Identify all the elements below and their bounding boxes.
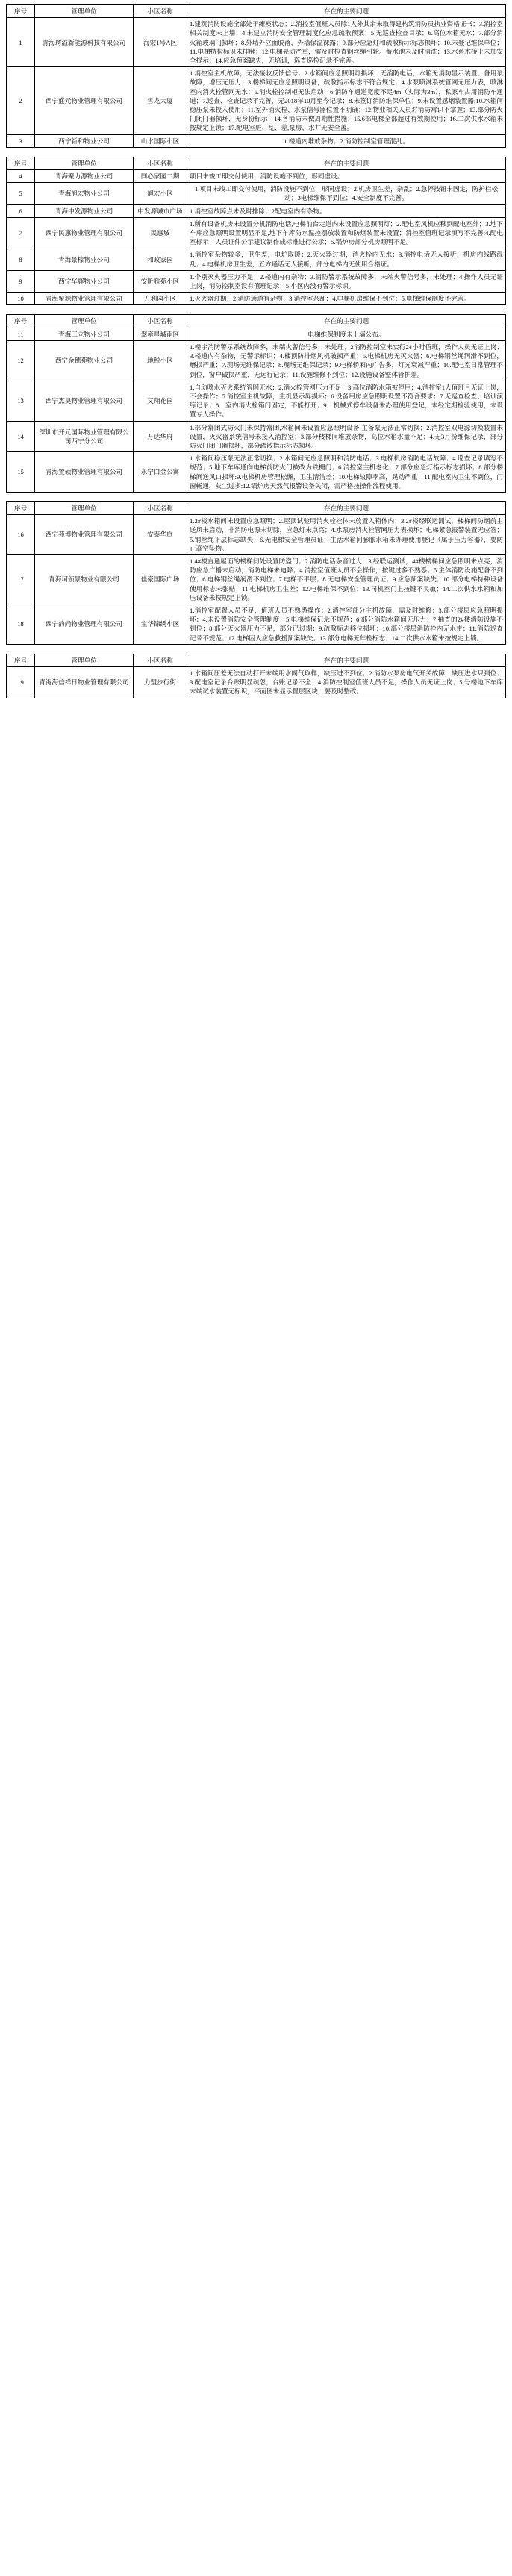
table-row	[7, 515, 506, 555]
row-main-issues: 1.灭火器过期；2.消防通道有杂物；3.消控室杂乱；4.电梯机房维保不到位；5.电梯维保制度不完善。	[187, 293, 506, 305]
row-community-name: 翠雍星城南区	[134, 328, 187, 340]
row-management-unit: 青海聚力源物业公司	[35, 170, 134, 183]
row-main-issues: 1.部分常闭式防火门未保持常闭,水箱间未设置应急照明设备,主备泵无法正常切换；2.消控室双电源切换装置未设置，灭火器系统信号未接入消控室；3.部分楼梯间堆放杂物，高位水箱水量不足；4.无3月份维保记录，部分防火门闭门器损坏，部分疏散指示标志损坏。	[187, 421, 506, 452]
table-row	[7, 328, 506, 340]
row-management-unit: 西宁华辉物业公司	[35, 270, 134, 292]
row-community-name: 地税小区	[134, 340, 187, 381]
row-sequence-number: 11	[7, 328, 35, 340]
row-main-issues: 1.水箱间稳压泵无法正常切换；2.水箱间无应急照明和消防电话；3.电梯机房消防电话故障；4.巡查记录填写不规范；5.地下车库通向电梯前防火门被改为铁栅门；6.消控室主机老化；7.部分应急灯指示标志损坏；8.部分楼梯间送风口损坏:9.电梯机房管理松懈，卫生清洁差；10.电梯故障率高，晃动严重；11.配电室内卫生不到位，门窗畅通，灰尘过多:12.锅炉房天然气报警设备关闭，需严格按操作流程使用。	[187, 452, 506, 493]
row-main-issues: 1.消控室故障点未及时排除；2配电室内有杂物。	[187, 204, 506, 217]
issue-table	[6, 4, 506, 148]
table-row	[7, 18, 506, 67]
row-sequence-number: 6	[7, 204, 35, 217]
row-community-name: 安昕雅苑小区	[134, 270, 187, 292]
row-main-issues: 1.4#楼直通屋面的楼梯间处设置防盗门；2.消防电话杂音过大；3.经联运测试，4#楼楼梯间应急照明未点亮，消防应急广播未启动，消防电梯未迫降；4.消控室值班人员不会操作，按键过多不熟悉；5.主体消防设施配备不到位；6.电梯钢丝绳润滑不到位；7.电梯不平层；8.无电梯安全管理员证；9.应急预案缺失；10.部分电梯特种设备使用标志未张贴；11.电梯机房卫生差；12.电梯维保不到位；13.司机室门上按键不灵敏；14.二次供水水箱和加压设备未按规定上锁。	[187, 554, 506, 604]
row-sequence-number: 18	[7, 604, 35, 644]
table-header-row	[7, 157, 506, 169]
row-management-unit: 青海景榛物业公司	[35, 248, 134, 270]
row-sequence-number: 16	[7, 515, 35, 555]
issue-table	[6, 654, 506, 698]
row-community-name: 力盟步行街	[134, 666, 187, 698]
row-main-issues: 1.楼道内堆放杂物；2.消防控制室管理混乱。	[187, 134, 506, 147]
column-header-unit: 管理单位	[35, 157, 134, 169]
row-management-unit: 青海㻬溢新能源科技有限公司	[35, 18, 134, 67]
row-community-name: 山水国际小区	[134, 134, 187, 147]
column-header-name: 小区名称	[134, 315, 187, 328]
column-header-issues: 存在的主要问题	[187, 157, 506, 169]
row-sequence-number: 8	[7, 248, 35, 270]
table-row	[7, 217, 506, 248]
row-community-name: 安泰华庭	[134, 515, 187, 555]
row-main-issues: 项目未竣工即交付使用，消防设施不到位，形同虚设。	[187, 170, 506, 183]
column-header-issues: 存在的主要问题	[187, 5, 506, 18]
row-management-unit: 西宁盛元物业管理有限公司	[35, 67, 134, 134]
table-row	[7, 134, 506, 147]
row-main-issues: 1.楼宇消防警示系统故障多，末端火警信号多，未处理；2消防控制室未实行24小时值班，操作人员无证上岗；3.楼道内有杂物，无警示标识；4.楼顶防排烟风机破损严重；5.电梯机房无灭火器；6.电梯钢丝绳润滑不到位，磨损严重；7.现场无维保记录；8.现场无维保记录；9.电梯轿厢内广告多，灯光衰减严重；10.配电室日常管理不到位，窗户破损严重，无运行记录；11.设施维修不到位；12.设施设备整体管护差。	[187, 340, 506, 381]
row-main-issues: 电梯维保制度未上墙公布。	[187, 328, 506, 340]
row-management-unit: 青海中发源物业公司	[35, 204, 134, 217]
row-main-issues: 1.消控室主机故障，无法接收反馈信号；2.水箱间应急照明灯损坏，无消防电话，水箱无消防显示装置，备用泵故障，增压无压力；3.楼梯间无应急照明设备，疏散指示标志不符合规定；4.水泵喷淋系统管网无压力表，喷淋室内消火栓管网无水；5.消火栓控制柜无法启动；6.消防车通道宽度不足4m（实际为3m），私家车占用消防车通道；7.巡查、检查记录不完善，无2018年10月至今记录；8.未签订消防维保单位；9.未设置感烟装置器;10.水箱间稳压泵未投入使用；11.室外消火栓、水泵信号器位置不明确；12.物业相关人员对消防常识不掌握；13.部分防火门闭门器损坏，无身份标示；14.各消防未做周期性措施；15.6部电梯全部超过有效期使用；16.二次供水水箱未按规定上锁；17.配电室脏、乱、差,泵房、水井无安全盖。	[187, 67, 506, 134]
column-header-no: 序号	[7, 315, 35, 328]
table-header-row	[7, 315, 506, 328]
column-header-no: 序号	[7, 501, 35, 514]
row-community-name: 同心家园二期	[134, 170, 187, 183]
column-header-issues: 存在的主要问题	[187, 315, 506, 328]
row-main-issues: 1.所有设备机房未设置分机消防电话,电梯前台走道内未设置应急照明灯；2.配电室风机应移到配电室外；3.地下车库应急照明设置明显不足,地下车库防水温控摆放装置和防烟装置未设置；消控室值班记录填写不完善:4.配电室标示、人员证件公示建议制作成标准进行公示；5.锅炉房部分机房照明不足。	[187, 217, 506, 248]
row-main-issues: 1.2#楼水箱间未设置应急照明；2.屋顶试验用消火栓栓体未放置入箱体内；3.2#楼经联运测试，楼梯间防烟前主送风未启动，非消防电源未切除，应急灯未点亮；4.水泵房消火栓管网压力表损坏；电梯紧急报警装置无应答；5.钢丝绳平层标志缺失；6.无电梯安全管理员证；生活水箱间膨胀水箱未办理使用登记（属于压力容器），要防止高空坠物。	[187, 515, 506, 555]
table-header-row	[7, 654, 506, 666]
row-community-name: 海宏1号A区	[134, 18, 187, 67]
table-row	[7, 183, 506, 204]
row-community-name: 永宁白金公寓	[134, 452, 187, 493]
row-main-issues: 1.项目未竣工即交付使用，消防设施不到位，形同虚设；2.机房卫生差，杂乱；2.急停按钮未固定，防护栏松动；3电梯维保不到位；4.安全制度不完善。	[187, 183, 506, 204]
table-row	[7, 421, 506, 452]
row-main-issues: 1.消控室杂物较多，卫生差，电炉取暖；2.灭火器过期，消火栓内无水；3.消控电话无人接听，机房内线路混乱；4.电梯机房卫生差，五方通话无人接听，部分电梯内无使用合格证。	[187, 248, 506, 270]
row-community-name: 中发源城市广场	[134, 204, 187, 217]
column-header-no: 序号	[7, 5, 35, 18]
column-header-name: 小区名称	[134, 501, 187, 514]
column-header-no: 序号	[7, 157, 35, 169]
row-sequence-number: 13	[7, 381, 35, 421]
column-header-unit: 管理单位	[35, 654, 134, 666]
table-row	[7, 452, 506, 493]
document-page	[0, 0, 512, 715]
row-sequence-number: 1	[7, 18, 35, 67]
table-row	[7, 340, 506, 381]
row-community-name: 万利园小区	[134, 293, 187, 305]
row-management-unit: 青海坷领景物业有限公司	[35, 554, 134, 604]
row-management-unit: 西宁金穗苑物业公司	[35, 340, 134, 381]
row-sequence-number: 4	[7, 170, 35, 183]
row-management-unit: 西宁苑博物业管理有限公司	[35, 515, 134, 555]
row-management-unit: 深圳市开元国际物业管理有限公司西宁分公司	[35, 421, 134, 452]
row-sequence-number: 7	[7, 217, 35, 248]
column-header-no: 序号	[7, 654, 35, 666]
row-community-name: 和政家园	[134, 248, 187, 270]
row-community-name: 文翔花园	[134, 381, 187, 421]
row-community-name: 万达华府	[134, 421, 187, 452]
column-header-name: 小区名称	[134, 654, 187, 666]
table-row	[7, 204, 506, 217]
row-sequence-number: 2	[7, 67, 35, 134]
row-sequence-number: 15	[7, 452, 35, 493]
table-header-row	[7, 5, 506, 18]
row-management-unit: 西宁韵尚物业管理有限公司	[35, 604, 134, 644]
row-management-unit: 青海聚源物业管理有限公司	[35, 293, 134, 305]
column-header-issues: 存在的主要问题	[187, 654, 506, 666]
table-row	[7, 67, 506, 134]
table-row	[7, 554, 506, 604]
row-management-unit: 西宁新和物业公司	[35, 134, 134, 147]
row-management-unit: 青海三立物业公司	[35, 328, 134, 340]
row-main-issues: 1.自动喷水灭火系统管网无水；2.消火栓管网压力不足；3.高位消防水箱被停用；4.消控室1人值班且无证上岗，不会操作；5.消控室主机故障，主机显示屏损坏；6.设备用房应急照明设置不符合要求；7.无巡查检查、培训演练记录；8．室内消火栓箱门固定，不能打开；9．机械式停车设备未办理使用登记，未经定期检验使用，未设置专人操作。	[187, 381, 506, 421]
table-row	[7, 666, 506, 698]
row-community-name: 旭宏小区	[134, 183, 187, 204]
column-header-unit: 管理单位	[35, 501, 134, 514]
row-community-name: 佳豪国际广场	[134, 554, 187, 604]
row-management-unit: 青海海信祥日物业管理有限公司	[35, 666, 134, 698]
row-community-name: 民惠城	[134, 217, 187, 248]
row-sequence-number: 19	[7, 666, 35, 698]
table-row	[7, 293, 506, 305]
column-header-unit: 管理单位	[35, 5, 134, 18]
row-management-unit: 青海置硕物业管理有限公司	[35, 452, 134, 493]
column-header-name: 小区名称	[134, 5, 187, 18]
table-row	[7, 270, 506, 292]
row-sequence-number: 5	[7, 183, 35, 204]
table-row	[7, 604, 506, 644]
issue-table	[6, 314, 506, 492]
row-sequence-number: 12	[7, 340, 35, 381]
row-management-unit: 西宁民惠物业管理有限公司	[35, 217, 134, 248]
column-header-unit: 管理单位	[35, 315, 134, 328]
row-community-name: 宝华锦绣小区	[134, 604, 187, 644]
row-community-name: 雪龙大厦	[134, 67, 187, 134]
table-row	[7, 170, 506, 183]
table-row	[7, 381, 506, 421]
row-sequence-number: 10	[7, 293, 35, 305]
row-management-unit: 西宁杰昊物业管理有限公司	[35, 381, 134, 421]
column-header-name: 小区名称	[134, 157, 187, 169]
row-sequence-number: 17	[7, 554, 35, 604]
row-sequence-number: 9	[7, 270, 35, 292]
report-tables-container	[6, 4, 506, 698]
table-row	[7, 248, 506, 270]
column-header-issues: 存在的主要问题	[187, 501, 506, 514]
row-sequence-number: 14	[7, 421, 35, 452]
issue-table	[6, 157, 506, 306]
issue-table	[6, 501, 506, 645]
row-main-issues: 1.个别灭火器压力不足；2.楼道内有杂物；3.消防警示系统故障多，末端火警信号多，未处理；4.操作人员无证上岗，消防控制室没有值班记录；5.小区内没有警示标识。	[187, 270, 506, 292]
row-main-issues: 1.水箱间压差无法自动打开末端用水阀气取样，缺压进不到位；2.消防水泵房电气开关故障，缺压进水只到位；3.配电室记录台账明显疏忽，台账记录不全；4.消防控制室值班人员不足，操作人员无证上岗；5.号楼地下车库末端试水装置无标识，平面图未显示置层区块，要及时整改。	[187, 666, 506, 698]
table-header-row	[7, 501, 506, 514]
row-main-issues: 1.建筑消防设施全部处于瘫痪状态；2.消控室值班人员除1人外其余未取得建构筑消防员执业资格证书；3.消控室相关制度未上墙；4.未建立消防安全管理制度化应急疏散预案；5.无巡查检查目录；6.高位水箱无水；7.部分消火箱玻璃门损坏；8.外墙外立面脱落，外墙保温裸露；9.部分应急灯和疏散标示标志损坏；10.未登记维保单位；11.电梯特检标识未挂牌；12.电梯晃动严重，需及时检查钢丝绳引轮。蓄水池未及时清洗；13.水系木桥上未加安全提示；14.应急预案缺失，无培训，巡查巡检记录不完善。	[187, 18, 506, 67]
row-sequence-number: 3	[7, 134, 35, 147]
row-management-unit: 青海旭宏物业公司	[35, 183, 134, 204]
row-main-issues: 1.消控室配置人员不足，值班人员不熟悉操作；2.消控室部分主机故障，需及时维修；3.部分楼层应急照明损坏；4.未设置消防安全管理制度；5.电梯维保记录不规范；6.部分消防水箱间无压力；7.抽查的2#楼消防设施不到位；8.部分灭火器压力不足，部分已过期；9.疏散标志移位损坏；10.部分楼层消防栓内无水带；11.消防巡查记录不规范；12.电梯困人应急救援预案缺失；13.部分电梯无年检标志；14.二次供水水箱未按规定上锁。	[187, 604, 506, 644]
